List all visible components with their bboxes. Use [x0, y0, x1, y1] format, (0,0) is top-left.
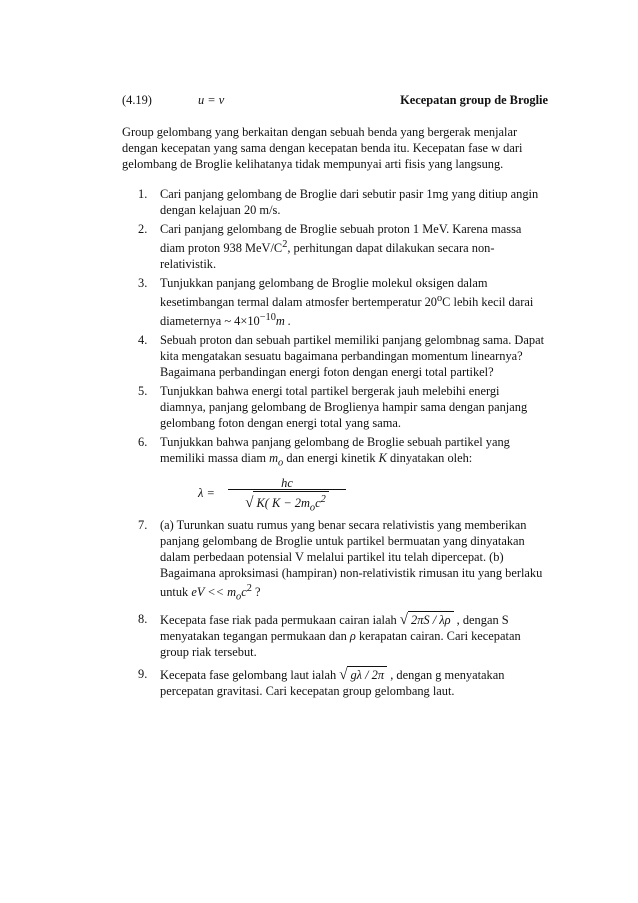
problem-text: Tunjukkan panjang gelombang de Broglie molekul oksigen dalam kesetimbangan termal dalam atmosfer bertemperatur 20	[160, 276, 488, 310]
equation-line	[122, 92, 548, 110]
problem-text-cont: , perhitungan dapat dilakukan secara non-relativistik.	[160, 241, 495, 272]
formula-fraction	[228, 475, 346, 517]
problem-number: 6.	[138, 435, 148, 450]
problem-text-cont: ?	[251, 584, 261, 599]
math-subscript: o	[236, 591, 242, 603]
problem-number: 9.	[138, 667, 148, 682]
sqrt-icon: √	[339, 667, 348, 684]
problem-text: Cari panjang gelombang de Broglie dari sebutir pasir 1mg yang ditiup angin dengan kelajuan 20 m/s.	[160, 187, 539, 217]
problem-text-cont: , dengan g menyatakan percepatan gravitasi. Cari kecepatan group gelombang laut.	[160, 668, 505, 699]
problem-text: Kecepata fase riak pada permukaan cairan ialah	[160, 613, 400, 628]
kinetic-symbol: K	[378, 451, 387, 466]
math-superscript: 2	[246, 582, 252, 594]
problem-item-2	[138, 221, 548, 272]
problem-item-9	[138, 666, 548, 699]
mass-subscript: o	[278, 457, 284, 469]
problem-item-7	[138, 517, 548, 606]
problem-text-cont: , dengan S menyatakan tegangan permukaan dan	[160, 613, 509, 644]
formula-denominator	[228, 489, 346, 517]
equation-number: (4.19)	[122, 93, 152, 107]
sqrt-icon: √	[399, 612, 408, 629]
denominator-text: K( K − 2m	[256, 495, 310, 510]
problem-number: 2.	[138, 222, 148, 236]
problem-item-4	[138, 332, 548, 380]
problem-list	[138, 186, 548, 702]
problem-number: 8.	[138, 612, 148, 627]
problem-text: Cari panjang gelombang de Broglie sebuah proton 1 MeV. Karena massa diam proton 938 MeV/C	[160, 222, 522, 256]
problem-item-8	[138, 611, 548, 660]
problem-item-6	[138, 434, 548, 514]
math-tail: c	[241, 584, 247, 599]
problem-text: Kecepata fase gelombang laut ialah	[160, 668, 340, 683]
problem-text-cont: C lebih kecil darai diameternya ~ 4×10	[160, 295, 534, 329]
problem-text-tail: dinyatakan oleh:	[386, 451, 473, 466]
mass-symbol: m	[269, 451, 279, 466]
problem-text-cont: dan energi kinetik	[283, 451, 379, 466]
problem-number: 1.	[138, 187, 148, 201]
formula-lhs: λ =	[198, 485, 215, 500]
problem-text-tail: kerapatan cairan. Cari kecepatan group riak tersebut.	[160, 629, 521, 660]
denominator-tail: c	[315, 495, 321, 510]
inline-math: eV << m	[191, 584, 237, 599]
intro-paragraph: Group gelombang yang berkaitan dengan sebuah benda yang bergerak menjalar dengan kecepatan yang sama dengan kecepatan benda itu. Kecepatan fase w dari gelombang de Broglie kelihatanya tidak mempunyai arti fisis yang langsung.	[122, 125, 523, 171]
formula-numerator: hc	[281, 475, 293, 490]
radical-expression: gλ / 2π	[347, 666, 387, 683]
problem-item-1	[138, 186, 548, 218]
problem-text: (a) Turunkan suatu rumus yang benar secara relativistis yang memberikan panjang gelombang de Broglie untuk partikel bermuatan yang dinyatakan dalam perbedaan potensial V melalui partikel itu telah dipercepat. (b) Bagaimana aproksimasi (hampiran) non-relativistik rimusan itu yang berlaku untuk	[160, 517, 543, 599]
problem-text-tail: m .	[275, 314, 292, 329]
problem-item-3	[138, 275, 548, 329]
problem-text: Tunjukkan bahwa panjang gelombang de Broglie sebuah partikel yang memiliki massa diam	[160, 435, 510, 466]
problem-text: Tunjukkan bahwa energi total partikel bergerak jauh melebihi energi diamnya, panjang gelombang de Broglienya hampir sama dengan panjang gelombang foton dengan energi total yang sama.	[160, 384, 528, 431]
problem-number: 4.	[138, 333, 148, 348]
problem-number: 7.	[138, 517, 148, 532]
superscript: 2	[282, 239, 288, 250]
wavelength-formula	[198, 475, 548, 514]
exponent-superscript: −10	[259, 312, 276, 324]
radical-body	[253, 491, 328, 517]
equation-expression: u = v	[198, 93, 225, 107]
problem-item-5	[138, 383, 548, 431]
problem-text: Sebuah proton dan sebuah partikel memiliki panjang gelombnag sama. Dapat kita mengatakan sesuatu bagaimana perbandingan momentum linearnya? Bagaimana perbandingan energi foton dengan energi total partikel?	[160, 333, 545, 380]
degree-superscript: o	[436, 293, 443, 305]
equation-name: Kecepatan group de Broglie	[400, 93, 548, 107]
denominator-superscript: 2	[320, 493, 326, 505]
sqrt-icon: √	[245, 494, 254, 511]
rho-symbol: ρ	[349, 629, 356, 644]
radical-expression: 2πS / λρ	[408, 611, 454, 628]
denominator-subscript: o	[309, 502, 316, 514]
problem-number: 5.	[138, 384, 148, 399]
problem-number: 3.	[138, 276, 148, 291]
